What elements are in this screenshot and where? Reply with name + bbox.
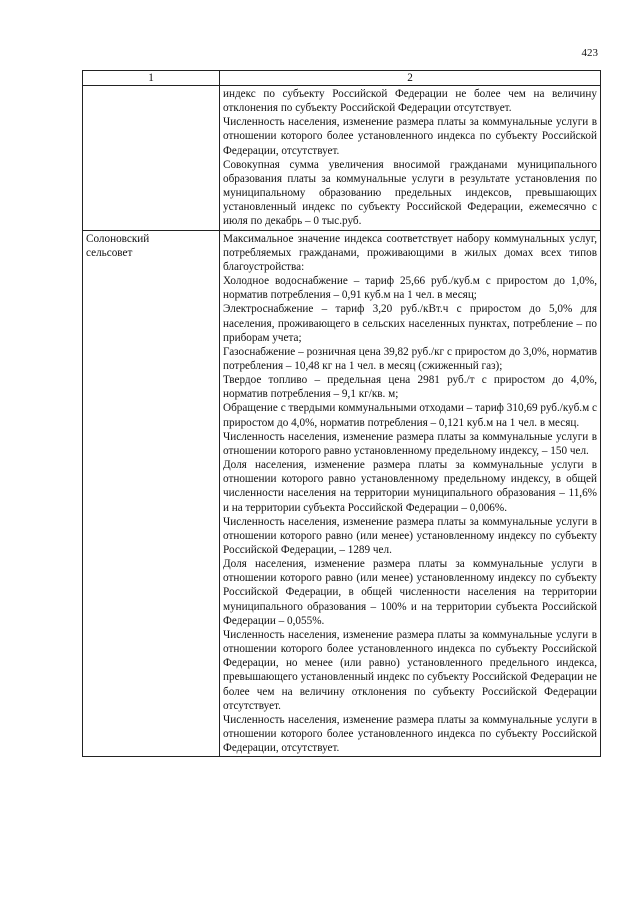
paragraph: Электроснабжение – тариф 3,20 руб./кВт.ч с приростом до 5,0% для населения, проживающего в сельских населенных пунктах, потребление – по приборам учета; <box>223 303 597 344</box>
table-row <box>83 230 601 757</box>
paragraph: Доля населения, изменение размера платы за коммунальные услуги в отношении которого равно (или менее) установленному индексу по субъекту Российской Федерации, в общей численности населения на территории муниципального образования – 100% и на территории субъекта Российской Федерации – 0,055%. <box>223 558 597 627</box>
paragraph: Численность населения, изменение размера платы за коммунальные услуги в отношении которого равно установленному предельному индексу, – 150 чел. <box>223 430 597 457</box>
paragraph: Численность населения, изменение размера платы за коммунальные услуги в отношении которого более установленного индекса по субъекту Российской Федерации, но менее (или равно) установленного предельного индекса, превышающего установленный индекс по субъекту Российской Федерации не более чем на величину отклонения по субъекту Российской Федерации отсутствует. <box>223 628 597 712</box>
municipality-cell <box>83 86 220 231</box>
municipality-cell: Солоновский сельсовет <box>83 230 220 757</box>
paragraph: Газоснабжение – розничная цена 39,82 руб./кг с приростом до 3,0%, норматив потребления – 10,48 кг на 1 чел. в месяц (сжиженный газ); <box>223 345 597 372</box>
paragraph: индекс по субъекту Российской Федерации не более чем на величину отклонения по субъекту Российской Федерации отсутствует. <box>223 88 597 115</box>
paragraph: Обращение с твердыми коммунальными отходами – тариф 310,69 руб./куб.м с приростом до 4,0%, норматив потребления – 0,121 куб.м на 1 чел. в месяц. <box>223 402 597 429</box>
column-header-2: 2 <box>220 71 601 86</box>
paragraph: Численность населения, изменение размера платы за коммунальные услуги в отношении которого равно (или менее) установленному индексу по субъекту Российской Федерации, – 1289 чел. <box>223 515 597 556</box>
column-header-1: 1 <box>83 71 220 86</box>
description-cell <box>220 86 601 231</box>
paragraph: Численность населения, изменение размера платы за коммунальные услуги в отношении которого более установленного индекса по субъекту Российской Федерации, отсутствует. <box>223 116 597 157</box>
paragraph: Твердое топливо – предельная цена 2981 руб./т с приростом до 4,0%, норматив потребления – 9,1 кг/кв. м; <box>223 374 597 401</box>
table-row <box>83 86 601 231</box>
data-table <box>82 70 601 757</box>
paragraph: Доля населения, изменение размера платы за коммунальные услуги в отношении которого равно установленному предельному индексу, в общей численности населения на территории муниципального образования – 11,6% и на территории субъекта Российской Федерации – 0,006%. <box>223 459 597 514</box>
paragraph: Холодное водоснабжение – тариф 25,66 руб./куб.м с приростом до 1,0%, норматив потребления – 0,91 куб.м на 1 чел. в месяц; <box>223 275 597 302</box>
paragraph: Максимальное значение индекса соответствует набору коммунальных услуг, потребляемых гражданами, проживающими в жилых домах всех типов благоустройства: <box>223 232 597 273</box>
paragraph: Совокупная сумма увеличения вносимой гражданами муниципального образования платы за коммунальные услуги в результате установления по муниципальному образованию предельных индексов, превышающих установленный индекс по субъекту Российской Федерации, ежемесячно с июля по декабрь – 0 тыс.руб. <box>223 158 597 228</box>
page-number: 423 <box>581 47 598 59</box>
table-header-row <box>83 71 601 86</box>
description-cell <box>220 230 601 757</box>
paragraph: Численность населения, изменение размера платы за коммунальные услуги в отношении которого более установленного индекса по субъекту Российской Федерации, отсутствует. <box>223 713 597 755</box>
